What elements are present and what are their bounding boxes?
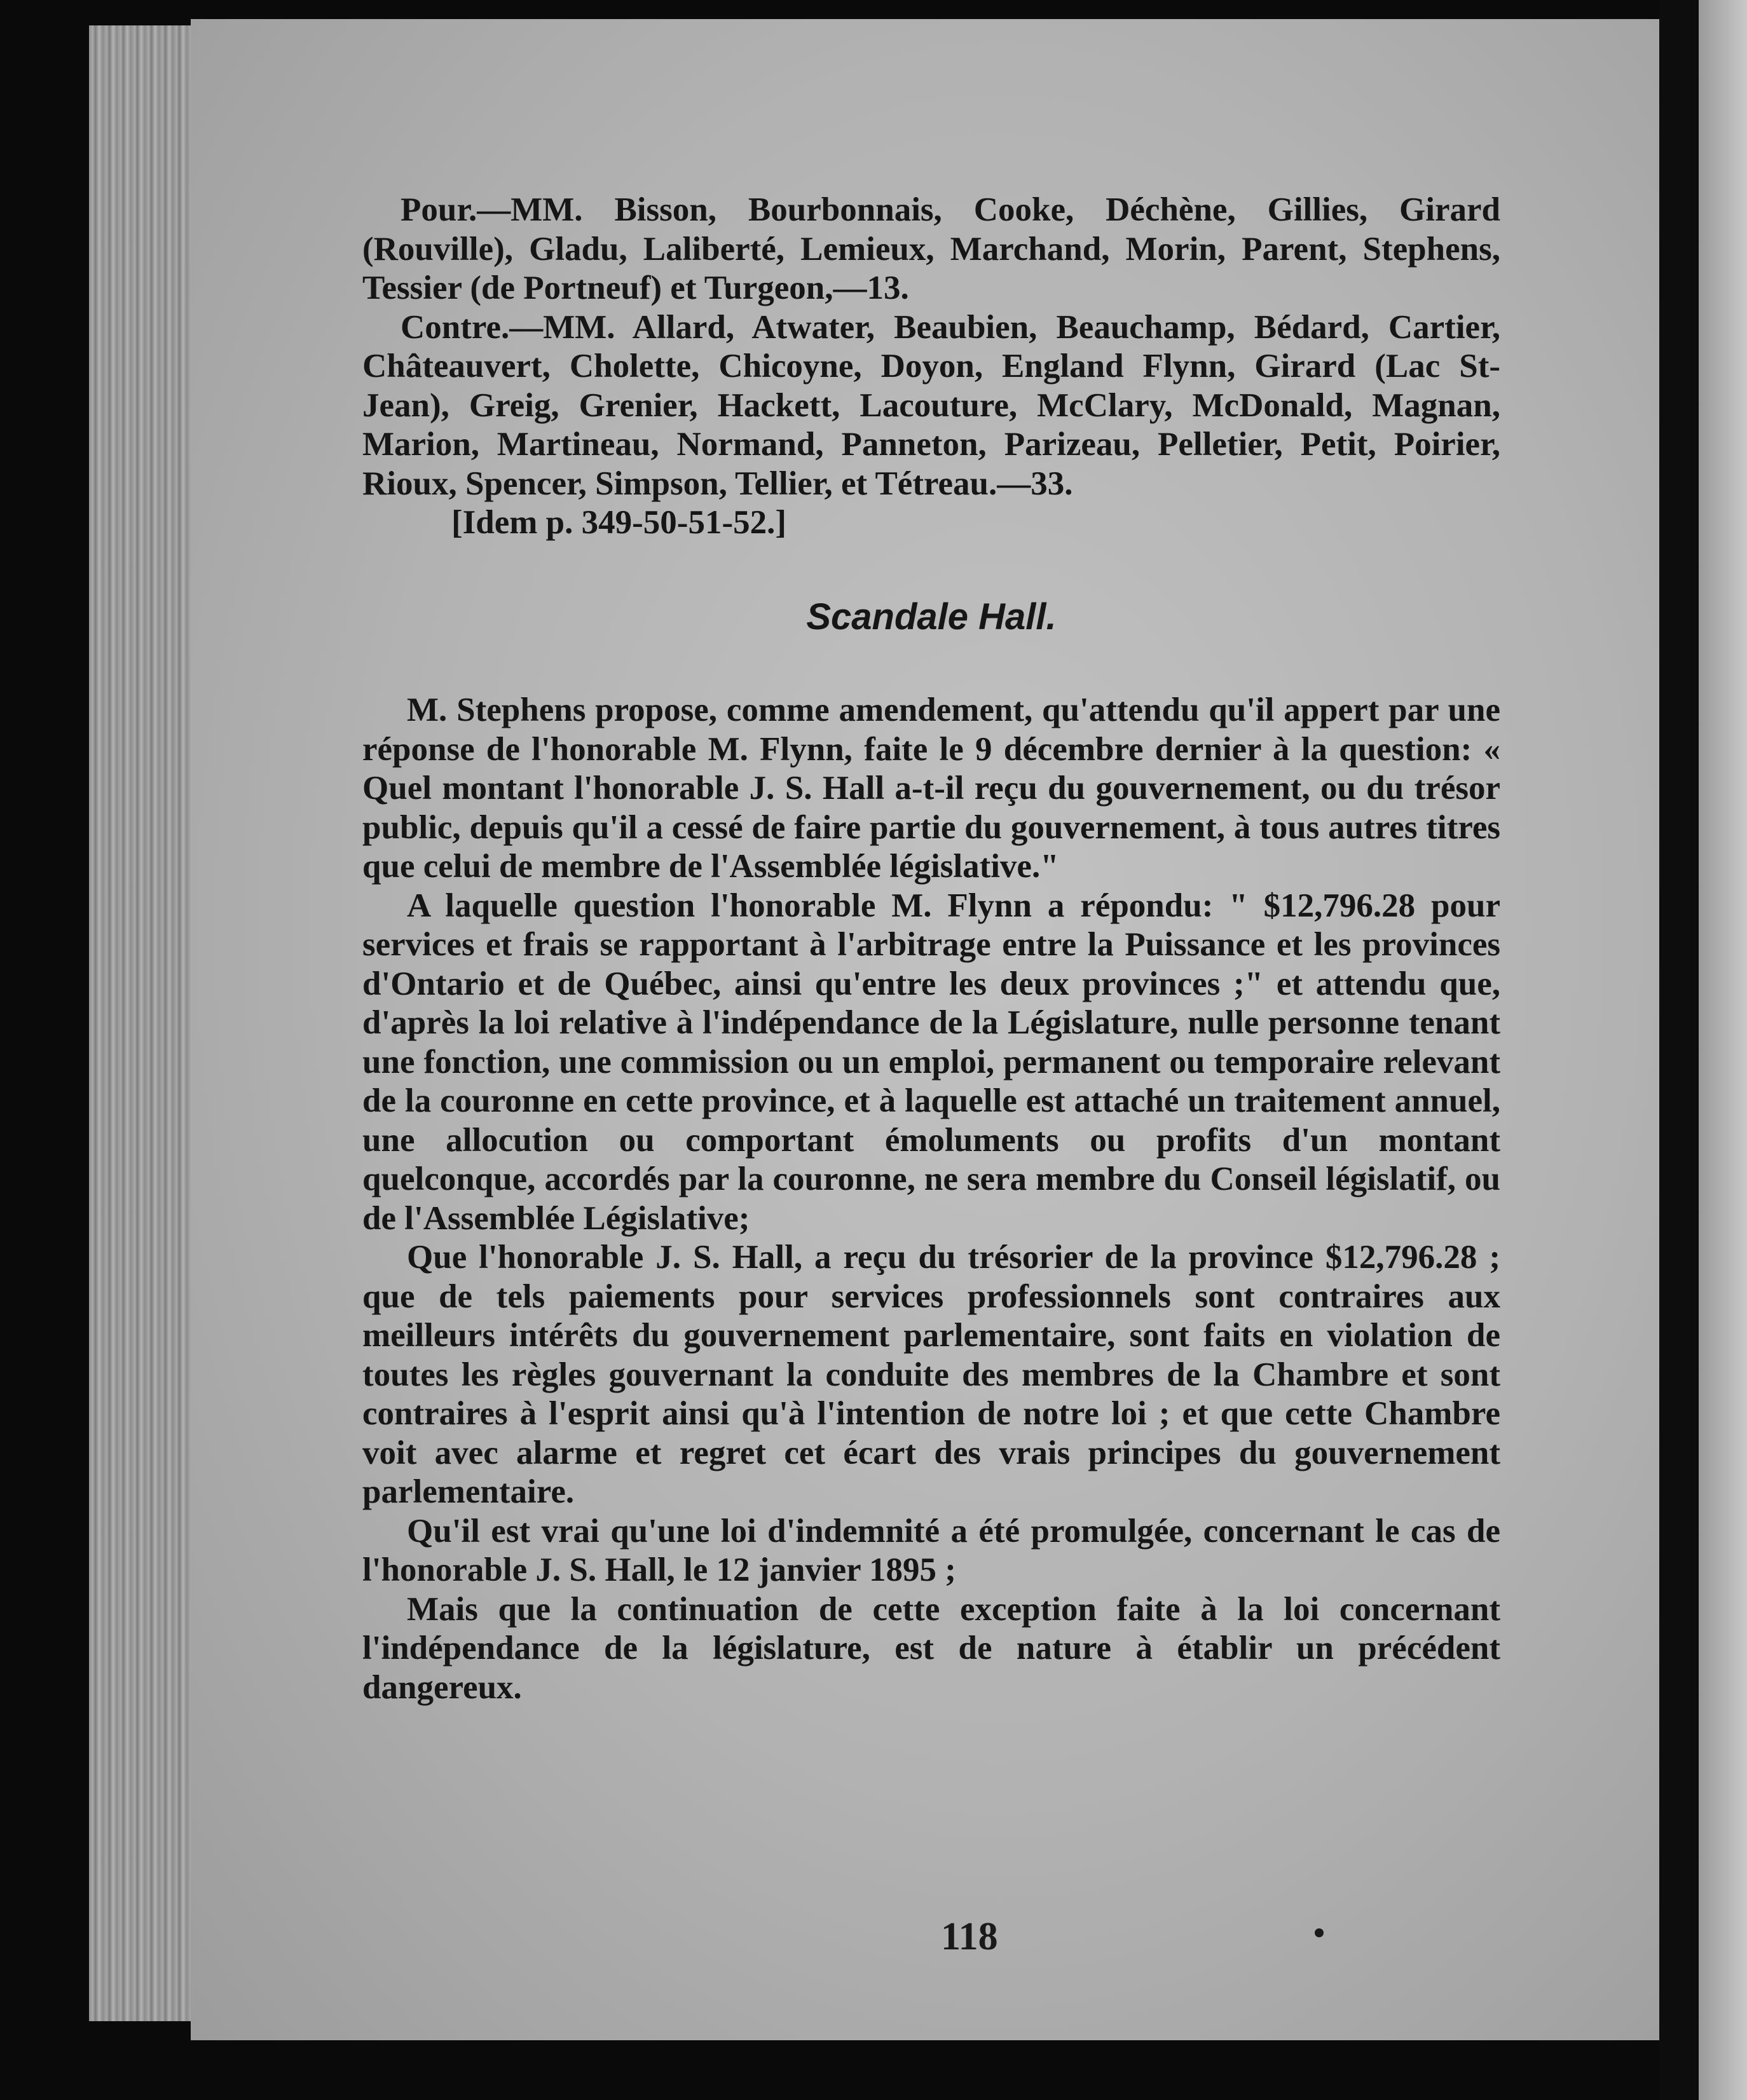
vote-record <box>362 191 1500 543</box>
paragraph: Mais que la continuation de cette exception faite à la loi concernant l'indépendance de la législature, est de nature à établir un précédent dangereux. <box>362 1590 1500 1706</box>
vote-contre: Contre.—MM. Allard, Atwater, Beaubien, Beauchamp, Bédard, Cartier, Châteauvert, Cholette, Chicoyne, Doyon, England Flynn, Girard (Lac St-Jean), Greig, Grenier, Hackett, Lacouture, McClary, McDonald, Magnan, Marion, Martineau, Normand, Panneton, Parizeau, Pelletier, Petit, Poirier, Rioux, Spencer, Simpson, Tellier, et Tétreau.—33. <box>362 308 1500 502</box>
paragraph: M. Stephens propose, comme amendement, qu'attendu qu'il appert par une réponse de l'honorable M. Flynn, faite le 9 décembre dernier à la question: « Quel montant l'honorable J. S. Hall a-t-il reçu du gouvernement, ou du trésor public, depuis qu'il a cessé de faire partie du gouvernement, à tous autres titres que celui de membre de l'Assemblée législative." <box>362 692 1500 885</box>
page-reference: [Idem p. 349-50-51-52.] <box>451 504 786 541</box>
page-number: 118 <box>941 1915 998 1958</box>
page-text <box>362 191 1500 1707</box>
paragraph: Qu'il est vrai qu'une loi d'indemnité a été promulgée, concernant le cas de l'honorable J. S. Hall, le 12 janvier 1895 ; <box>362 1512 1500 1588</box>
section-title: Scandale Hall. <box>806 596 1057 638</box>
ink-speck <box>1315 1928 1324 1937</box>
paragraph: A laquelle question l'honorable M. Flynn a répondu: " $12,796.28 pour services et frais se rapportant à l'arbitrage entre la Puissance et les provinces d'Ontario et de Québec, ainsi qu'entre les deux provinces ;" et attendu que, d'après la loi relative à l'indépendance de la Législature, nulle personne tenant une fonction, une commission ou un emploi, permanent ou temporaire relevant de la couronne en cette province, et à laquelle est attaché un traitement annuel, une allocution ou comportant émoluments ou profits d'un montant quelconque, accordés par la couronne, ne sera membre du Conseil législatif, ou de l'Assemblée Législative; <box>362 887 1500 1237</box>
vote-pour: Pour.—MM. Bisson, Bourbonnais, Cooke, Déchène, Gillies, Girard (Rouville), Gladu, Laliberté, Lemieux, Marchand, Morin, Parent, Stephens, Tessier (de Portneuf) et Turgeon,—13. <box>362 191 1500 306</box>
paragraph: Que l'honorable J. S. Hall, a reçu du trésorier de la province $12,796.28 ; que de tels paiements pour services professionnels sont contraires aux meilleurs intérêts du gouvernement parlementaire, sont faits en violation de toutes les règles gouvernant la conduite des membres de la Chambre et sont contraires à l'esprit ainsi qu'à l'intention de notre loi ; et que cette Chambre voit avec alarme et regret cet écart des vrais principes du gouvernement parlementaire. <box>362 1239 1500 1510</box>
facing-page-edge <box>1699 0 1747 2100</box>
page-gutter <box>1659 0 1697 2100</box>
